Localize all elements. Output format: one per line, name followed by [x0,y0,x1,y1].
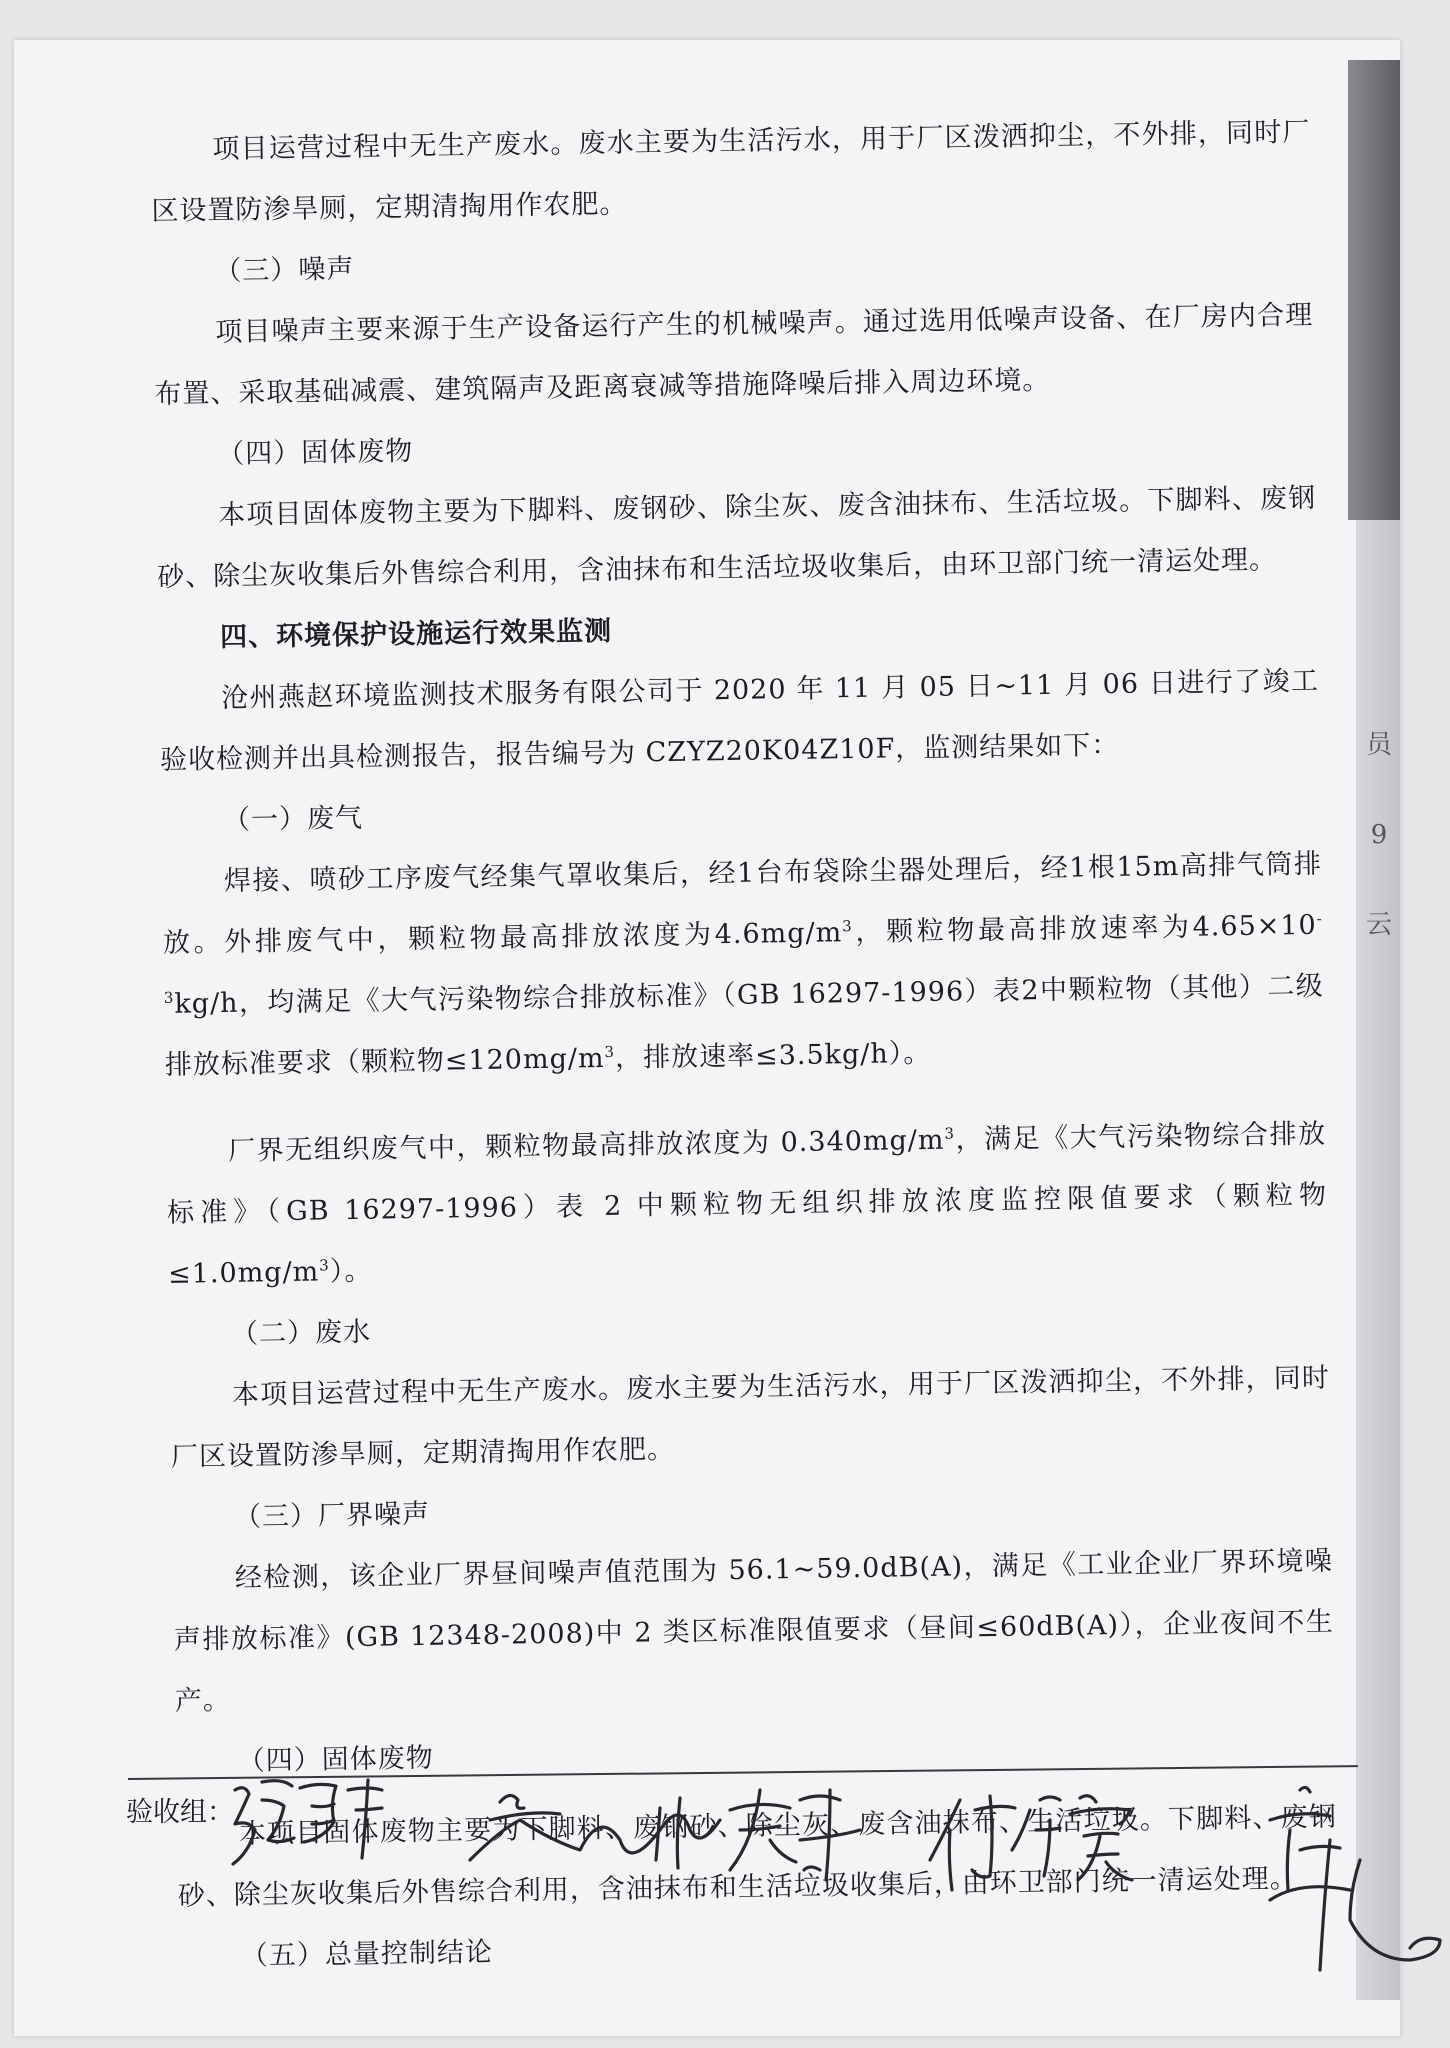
paragraph-wastewater: 本项目运营过程中无生产废水。废水主要为生活污水，用于厂区泼洒抑尘，不外排，同时厂区设置防渗旱厕，定期清掏用作农肥。 [170,1362,1331,1473]
superscript: 3 [841,917,853,936]
superscript: -3 [163,909,1323,1007]
heading-solid-waste-2: （四）固体废物 [237,1742,435,1777]
paragraph-solid-waste-2: 本项目固体废物主要为下脚料、废钢砂、除尘灰、废含油抹布、生活垃圾。下脚料、废钢砂、除尘灰收集后外售综合利用，含油抹布和生活垃圾收集后，由环卫部门统一清运处理。 [177,1801,1338,1912]
document-body [150,102,1339,1988]
paragraph-wastewater-intro: 项目运营过程中无生产废水。废水主要为生活污水，用于厂区泼洒抑尘，不外排，同时厂区设置防渗旱厕，定期清掏用作农肥。 [151,116,1311,227]
paragraph-exhaust-stack [161,834,1325,1096]
paragraph-boundary-noise: 经检测，该企业厂界昼间噪声值范围为 56.1~59.0dB(A)，满足《工业企业厂界环境噪声排放标准》(GB 12348-2008)中 2 类区标准限值要求（昼间≤60dB(A)），企业夜间不生产。 [173,1545,1334,1717]
superscript: 3 [319,1256,330,1275]
text-run: ，满足《大气污染物综合排放标准》（GB 16297-1996）表 2 中颗粒物无组织排放浓度监控限值要求（颗粒物≤1.0mg/m [166,1118,1328,1290]
edge-char: 员 [1365,730,1392,760]
acceptance-group-label: 验收组： [126,1797,234,1828]
paragraph-monitoring-intro: 沧州燕赵环境监测技术服务有限公司于 2020 年 11 月 05 日~11 月 06 日进行了竣工验收检测并出具检测报告，报告编号为 CZYZ20K04Z10F，监测结果如下： [159,665,1320,776]
text-run: kg/h，均满足《大气污染物综合排放标准》（GB 16297-1996）表2中颗粒物（其他）二级排放标准要求（颗粒物≤120mg/m [164,970,1324,1081]
edge-char: 9 [1370,820,1388,850]
text-run: 厂界无组织废气中，颗粒物最高排放浓度为 0.340mg/m [227,1124,945,1167]
text-run: ，颗粒物最高排放速率为4.65×10 [852,909,1317,949]
heading-exhaust: （一）废气 [222,802,364,836]
paragraph-solid-waste: 本项目固体废物主要为下脚料、废钢砂、除尘灰、废含油抹布、生活垃圾。下脚料、废钢砂、除尘灰收集后外售综合利用，含油抹布和生活垃圾收集后，由环卫部门统一清运处理。 [156,482,1317,593]
text-run: 焊接、喷砂工序废气经集气罩收集后，经1台布袋除尘器处理后，经1根15m高排气筒排放。外排废气中，颗粒物最高排放浓度为4.6mg/m [162,848,1323,959]
adjacent-page-characters [1364,700,1394,970]
text-run: ，排放速率≤3.5kg/h）。 [614,1037,932,1074]
heading-wastewater: （二）废水 [230,1316,372,1350]
heading-boundary-noise: （三）厂界噪声 [233,1498,431,1533]
section-heading-monitoring: 四、环境保护设施运行效果监测 [219,615,613,653]
heading-noise: （三）噪声 [214,253,355,288]
heading-solid-waste: （四）固体废物 [217,435,414,470]
superscript: 3 [944,1124,956,1143]
superscript: 3 [604,1042,616,1061]
page-shadow-edge [1348,60,1400,520]
heading-total-control: （五）总量控制结论 [240,1936,494,1972]
edge-char: 云 [1365,910,1392,940]
text-run: ）。 [329,1255,373,1288]
paragraph-exhaust-fugitive [166,1104,1329,1305]
paragraph-noise: 项目噪声主要来源于生产设备运行产生的机械噪声。通过选用低噪声设备、在厂房内合理布置、采取基础减震、建筑隔声及距离衰减等措施降噪后排入周边环境。 [154,299,1314,410]
